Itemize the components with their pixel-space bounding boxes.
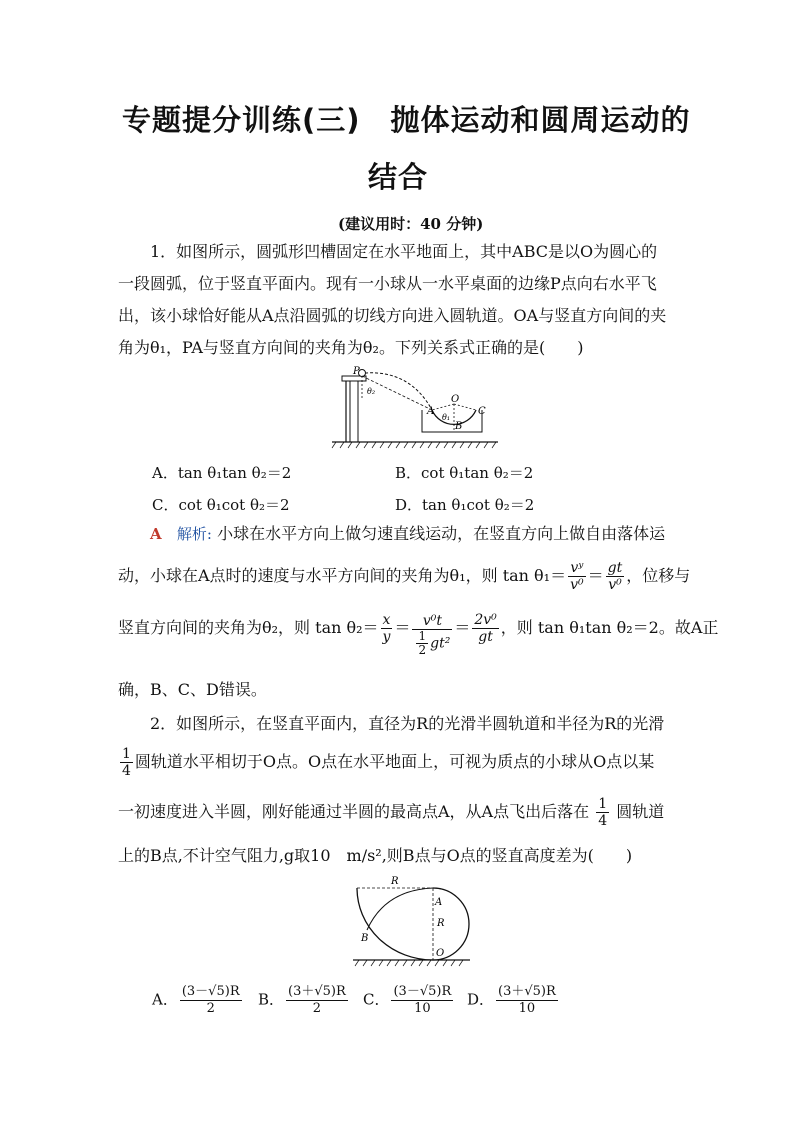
q1-fig-label-theta1: θ₁ (442, 413, 451, 422)
q1-stem-line1: 1．如图所示，圆弧形凹槽固定在水平地面上，其中ABC是以O为圆心的 (150, 242, 658, 261)
q1-fig-label-A: A (427, 406, 435, 417)
q1-analysis-text3b: ，则 tan θ₁tan θ₂＝2。故A正 (500, 618, 719, 637)
q2-stem-line1: 2．如图所示，在竖直平面内，直径为R的光滑半圆轨道和半径为R的光滑 (150, 714, 665, 733)
q1-analysis-line1 (150, 518, 665, 550)
q2-fig-label-B: B (361, 933, 369, 944)
page-title-line2: 结合 (368, 160, 429, 194)
q1-option-a[interactable]: A．tan θ₁tan θ₂＝2 (152, 464, 292, 482)
q1-answer: A (150, 525, 162, 543)
q1-fig-label-C: C (478, 406, 486, 417)
q2-option-c[interactable]: C． $\frac{(3-√5)R}{10}$ (363, 984, 452, 1016)
q2-option-d[interactable]: D． $\frac{(3+√5)R}{10}$ (467, 984, 556, 1016)
q2-fig-label-R-top: R (391, 876, 399, 887)
q1-analysis-line4: 确，B、C、D错误。 (118, 680, 267, 699)
q1-analysis-text2a: 动，小球在A点时的速度与水平方向间的夹角为θ₁，则 tan θ₁＝ (118, 566, 567, 585)
q1-analysis-line2: 动，小球在A点时的速度与水平方向间的夹角为θ₁，则 tan θ₁＝ $\frac{\text{vʸ}}{\text{v⁰}}$ ＝ $\frac{gt}{\text{v⁰}}$ ，位移与 (118, 560, 691, 593)
page-title: 专题提分训练(三) 抛体运动和圆周运动的 (122, 103, 691, 137)
q2-quarter-fraction: $\frac{1}{4}$ (122, 746, 131, 779)
q1-fraction-v0t-half-gt2: v⁰t $\frac{1}{2}$ gt² (412, 613, 452, 657)
q1-analysis-text2b: ，位移与 (626, 566, 691, 585)
q2-stem-line3: 一初速度进入半圆，刚好能通过半圆的最高点A，从A点飞出后落在 $\frac{1}{4}$ 圆轨道 (118, 796, 665, 829)
q2-quarter-fraction-2: $\frac{1}{4}$ (598, 796, 608, 829)
q1-option-c[interactable]: C．cot θ₁cot θ₂＝2 (152, 496, 290, 514)
q2-stem-line2: $\frac{1}{4}$ 圆轨道水平相切于O点。O点在水平地面上，可视为质点的小球从O点以某 (122, 746, 655, 779)
suggested-time: (建议用时：40 分钟) (338, 215, 484, 233)
q2-fig-label-O: O (436, 948, 445, 959)
q2-figure (345, 872, 475, 970)
q1-stem-line2: 一段圆弧，位于竖直平面内。现有一小球从一水平桌面的边缘P点向右水平飞 (118, 274, 657, 293)
q1-stem-line4: 角为θ₁，PA与竖直方向间的夹角为θ₂。下列关系式正确的是( ) (118, 338, 584, 357)
q1-fig-label-O: O (451, 394, 460, 405)
q1-analysis-label: 解析: (176, 525, 212, 543)
q1-fraction-vy-v0: $\frac{\text{vʸ}}{\text{v⁰}}$ (570, 560, 584, 593)
q2-option-b[interactable]: B． $\frac{(3+√5)R}{2}$ (258, 984, 346, 1016)
q1-analysis-text3a: 竖直方向间的夹角为θ₂，则 tan θ₂＝ (118, 618, 379, 637)
q2-option-a[interactable]: A． $\frac{(3-√5)R}{2}$ (152, 984, 240, 1016)
q1-fraction-2v0-gt: $\frac{\text{2v⁰}}{gt}$ (474, 612, 497, 645)
q1-figure (330, 362, 500, 452)
q1-fig-label-P: P (353, 366, 360, 377)
q1-fraction-x-y: $\frac{x}{y}$ (382, 612, 391, 645)
q1-fraction-gt-v0: $\frac{gt}{\text{v⁰}}$ (607, 560, 623, 593)
q2-fig-label-R-mid: R (437, 918, 445, 929)
q1-fig-label-theta2: θ₂ (367, 387, 376, 396)
q2-fig-label-A: A (435, 897, 443, 908)
q2-stem-line4: 上的B点,不计空气阻力,g取10 m/s²,则B点与O点的竖直高度差为( ) (118, 846, 633, 865)
q1-stem-line3: 出，该小球恰好能从A点沿圆弧的切线方向进入圆轨道。OA与竖直方向间的夹 (118, 306, 667, 325)
q1-analysis-text1: 小球在水平方向上做匀速直线运动，在竖直方向上做自由落体运 (217, 524, 666, 543)
q1-option-d[interactable]: D．tan θ₁cot θ₂＝2 (395, 496, 535, 514)
q1-analysis-line3: 竖直方向间的夹角为θ₂，则 tan θ₂＝ $\frac{x}{y}$ ＝ v⁰t $\frac{1}{2}$ gt² ＝ $\frac{\text{2v⁰}}{gt}$ ，则 tan θ₁tan θ₂＝2。故A正 (118, 612, 719, 657)
q1-fig-label-B: B (455, 421, 463, 432)
q1-option-b[interactable]: B．cot θ₁tan θ₂＝2 (395, 464, 534, 482)
